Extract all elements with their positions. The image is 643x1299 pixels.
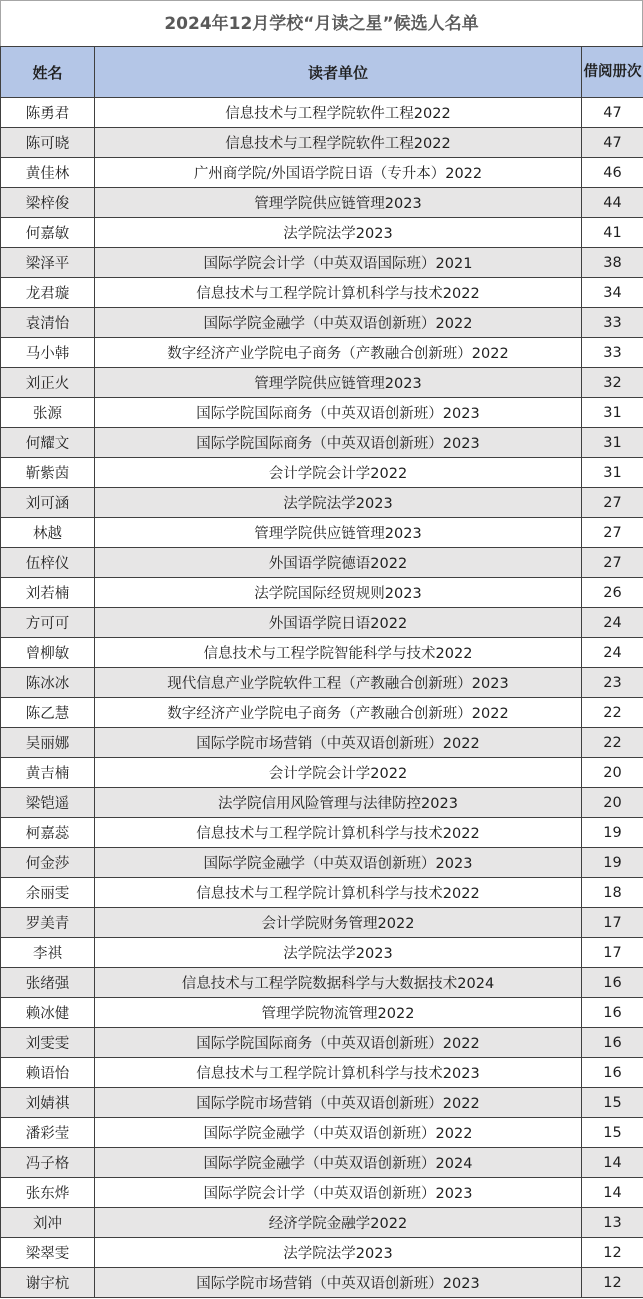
cell-unit: 法学院法学2023 bbox=[95, 218, 582, 248]
cell-name: 曾柳敏 bbox=[1, 638, 95, 668]
table-row bbox=[1, 728, 643, 758]
cell-unit: 国际学院国际商务（中英双语创新班）2023 bbox=[95, 398, 582, 428]
cell-count: 47 bbox=[582, 128, 643, 158]
cell-count: 20 bbox=[582, 758, 643, 788]
cell-count: 27 bbox=[582, 548, 643, 578]
cell-unit: 国际学院金融学（中英双语创新班）2024 bbox=[95, 1148, 582, 1178]
cell-count: 16 bbox=[582, 998, 643, 1028]
cell-unit: 国际学院金融学（中英双语创新班）2022 bbox=[95, 1118, 582, 1148]
cell-count: 27 bbox=[582, 518, 643, 548]
cell-name: 谢宇杭 bbox=[1, 1268, 95, 1298]
cell-name: 袁清怡 bbox=[1, 308, 95, 338]
cell-unit: 国际学院国际商务（中英双语创新班）2023 bbox=[95, 428, 582, 458]
cell-unit: 国际学院市场营销（中英双语创新班）2023 bbox=[95, 1268, 582, 1298]
cell-name: 刘雯雯 bbox=[1, 1028, 95, 1058]
table-row bbox=[1, 488, 643, 518]
cell-unit: 信息技术与工程学院数据科学与大数据技术2024 bbox=[95, 968, 582, 998]
cell-unit: 法学院法学2023 bbox=[95, 488, 582, 518]
cell-unit: 信息技术与工程学院软件工程2022 bbox=[95, 98, 582, 128]
cell-count: 14 bbox=[582, 1178, 643, 1208]
cell-count: 31 bbox=[582, 458, 643, 488]
cell-name: 黄佳林 bbox=[1, 158, 95, 188]
cell-unit: 管理学院供应链管理2023 bbox=[95, 368, 582, 398]
cell-unit: 经济学院金融学2022 bbox=[95, 1208, 582, 1238]
cell-name: 潘彩莹 bbox=[1, 1118, 95, 1148]
table-row bbox=[1, 1208, 643, 1238]
cell-unit: 现代信息产业学院软件工程（产教融合创新班）2023 bbox=[95, 668, 582, 698]
table-header-row bbox=[1, 47, 643, 98]
table-row bbox=[1, 1178, 643, 1208]
table-row bbox=[1, 968, 643, 998]
header-count: 借阅册次 bbox=[582, 47, 643, 98]
cell-name: 梁翠雯 bbox=[1, 1238, 95, 1268]
cell-unit: 管理学院供应链管理2023 bbox=[95, 188, 582, 218]
cell-unit: 广州商学院/外国语学院日语（专升本）2022 bbox=[95, 158, 582, 188]
cell-count: 22 bbox=[582, 698, 643, 728]
table-row bbox=[1, 998, 643, 1028]
cell-name: 梁梓俊 bbox=[1, 188, 95, 218]
table-row bbox=[1, 518, 643, 548]
table-row bbox=[1, 1088, 643, 1118]
cell-unit: 会计学院财务管理2022 bbox=[95, 908, 582, 938]
cell-name: 何耀文 bbox=[1, 428, 95, 458]
cell-unit: 国际学院金融学（中英双语创新班）2022 bbox=[95, 308, 582, 338]
table-row bbox=[1, 1028, 643, 1058]
table-row bbox=[1, 908, 643, 938]
cell-count: 12 bbox=[582, 1268, 643, 1298]
cell-unit: 信息技术与工程学院软件工程2022 bbox=[95, 128, 582, 158]
cell-name: 何嘉敏 bbox=[1, 218, 95, 248]
table-row bbox=[1, 938, 643, 968]
cell-name: 余丽雯 bbox=[1, 878, 95, 908]
cell-unit: 会计学院会计学2022 bbox=[95, 458, 582, 488]
cell-name: 马小韩 bbox=[1, 338, 95, 368]
table-body bbox=[1, 98, 643, 1298]
table-row bbox=[1, 848, 643, 878]
cell-count: 27 bbox=[582, 488, 643, 518]
table-row bbox=[1, 158, 643, 188]
cell-unit: 信息技术与工程学院计算机科学与技术2022 bbox=[95, 878, 582, 908]
cell-unit: 国际学院市场营销（中英双语创新班）2022 bbox=[95, 728, 582, 758]
cell-count: 13 bbox=[582, 1208, 643, 1238]
cell-name: 刘正火 bbox=[1, 368, 95, 398]
cell-count: 26 bbox=[582, 578, 643, 608]
cell-name: 冯子格 bbox=[1, 1148, 95, 1178]
cell-name: 吴丽娜 bbox=[1, 728, 95, 758]
table-row bbox=[1, 338, 643, 368]
cell-count: 17 bbox=[582, 908, 643, 938]
table-row bbox=[1, 608, 643, 638]
cell-name: 龙君璇 bbox=[1, 278, 95, 308]
table-row bbox=[1, 878, 643, 908]
cell-name: 何金莎 bbox=[1, 848, 95, 878]
table-row bbox=[1, 398, 643, 428]
cell-unit: 法学院国际经贸规则2023 bbox=[95, 578, 582, 608]
cell-unit: 国际学院会计学（中英双语创新班）2023 bbox=[95, 1178, 582, 1208]
cell-name: 黄吉楠 bbox=[1, 758, 95, 788]
cell-unit: 管理学院物流管理2022 bbox=[95, 998, 582, 1028]
cell-count: 47 bbox=[582, 98, 643, 128]
cell-count: 24 bbox=[582, 638, 643, 668]
cell-count: 32 bbox=[582, 368, 643, 398]
table-row bbox=[1, 188, 643, 218]
cell-count: 33 bbox=[582, 308, 643, 338]
cell-unit: 会计学院会计学2022 bbox=[95, 758, 582, 788]
table-row bbox=[1, 1238, 643, 1268]
cell-count: 12 bbox=[582, 1238, 643, 1268]
cell-count: 15 bbox=[582, 1118, 643, 1148]
table-row bbox=[1, 128, 643, 158]
table-row bbox=[1, 758, 643, 788]
header-unit: 读者单位 bbox=[95, 47, 582, 98]
cell-name: 陈勇君 bbox=[1, 98, 95, 128]
cell-unit: 信息技术与工程学院智能科学与技术2022 bbox=[95, 638, 582, 668]
cell-name: 梁泽平 bbox=[1, 248, 95, 278]
cell-count: 20 bbox=[582, 788, 643, 818]
cell-name: 刘婧祺 bbox=[1, 1088, 95, 1118]
cell-count: 16 bbox=[582, 1028, 643, 1058]
cell-count: 33 bbox=[582, 338, 643, 368]
cell-unit: 国际学院国际商务（中英双语创新班）2022 bbox=[95, 1028, 582, 1058]
cell-unit: 信息技术与工程学院计算机科学与技术2022 bbox=[95, 818, 582, 848]
cell-name: 靳紫茵 bbox=[1, 458, 95, 488]
cell-name: 罗美青 bbox=[1, 908, 95, 938]
cell-unit: 法学院法学2023 bbox=[95, 938, 582, 968]
cell-count: 31 bbox=[582, 428, 643, 458]
cell-unit: 国际学院会计学（中英双语国际班）2021 bbox=[95, 248, 582, 278]
table-row bbox=[1, 668, 643, 698]
cell-unit: 管理学院供应链管理2023 bbox=[95, 518, 582, 548]
table-row bbox=[1, 98, 643, 128]
cell-unit: 信息技术与工程学院计算机科学与技术2022 bbox=[95, 278, 582, 308]
cell-name: 赖冰健 bbox=[1, 998, 95, 1028]
table-row bbox=[1, 1148, 643, 1178]
cell-count: 16 bbox=[582, 1058, 643, 1088]
table-row bbox=[1, 428, 643, 458]
cell-count: 19 bbox=[582, 818, 643, 848]
cell-count: 44 bbox=[582, 188, 643, 218]
table-row bbox=[1, 458, 643, 488]
table-row bbox=[1, 368, 643, 398]
cell-count: 38 bbox=[582, 248, 643, 278]
cell-count: 34 bbox=[582, 278, 643, 308]
candidate-table bbox=[0, 46, 643, 1298]
cell-count: 22 bbox=[582, 728, 643, 758]
cell-name: 柯嘉蕊 bbox=[1, 818, 95, 848]
cell-unit: 数字经济产业学院电子商务（产教融合创新班）2022 bbox=[95, 338, 582, 368]
cell-unit: 外国语学院德语2022 bbox=[95, 548, 582, 578]
cell-name: 伍梓仪 bbox=[1, 548, 95, 578]
table-row bbox=[1, 818, 643, 848]
cell-name: 陈冰冰 bbox=[1, 668, 95, 698]
table-row bbox=[1, 548, 643, 578]
cell-count: 15 bbox=[582, 1088, 643, 1118]
cell-unit: 法学院法学2023 bbox=[95, 1238, 582, 1268]
table-row bbox=[1, 698, 643, 728]
cell-unit: 信息技术与工程学院计算机科学与技术2023 bbox=[95, 1058, 582, 1088]
cell-name: 陈乙慧 bbox=[1, 698, 95, 728]
table-row bbox=[1, 248, 643, 278]
header-name: 姓名 bbox=[1, 47, 95, 98]
cell-name: 张东烨 bbox=[1, 1178, 95, 1208]
cell-name: 刘可涵 bbox=[1, 488, 95, 518]
cell-name: 刘若楠 bbox=[1, 578, 95, 608]
cell-name: 梁铠遥 bbox=[1, 788, 95, 818]
cell-count: 18 bbox=[582, 878, 643, 908]
table-row bbox=[1, 1058, 643, 1088]
cell-name: 张源 bbox=[1, 398, 95, 428]
cell-unit: 国际学院市场营销（中英双语创新班）2022 bbox=[95, 1088, 582, 1118]
page-title: 2024年12月学校“月读之星”候选人名单 bbox=[0, 0, 643, 46]
cell-count: 24 bbox=[582, 608, 643, 638]
cell-count: 19 bbox=[582, 848, 643, 878]
table-row bbox=[1, 308, 643, 338]
table-row bbox=[1, 1118, 643, 1148]
cell-unit: 法学院信用风险管理与法律防控2023 bbox=[95, 788, 582, 818]
cell-name: 张绪强 bbox=[1, 968, 95, 998]
cell-name: 陈可晓 bbox=[1, 128, 95, 158]
cell-count: 31 bbox=[582, 398, 643, 428]
cell-count: 41 bbox=[582, 218, 643, 248]
cell-unit: 国际学院金融学（中英双语创新班）2023 bbox=[95, 848, 582, 878]
cell-name: 赖语怡 bbox=[1, 1058, 95, 1088]
table-row bbox=[1, 1268, 643, 1298]
table-row bbox=[1, 788, 643, 818]
cell-count: 46 bbox=[582, 158, 643, 188]
cell-count: 23 bbox=[582, 668, 643, 698]
cell-count: 14 bbox=[582, 1148, 643, 1178]
table-row bbox=[1, 578, 643, 608]
cell-unit: 数字经济产业学院电子商务（产教融合创新班）2022 bbox=[95, 698, 582, 728]
cell-count: 16 bbox=[582, 968, 643, 998]
cell-name: 李祺 bbox=[1, 938, 95, 968]
cell-name: 林越 bbox=[1, 518, 95, 548]
table-row bbox=[1, 638, 643, 668]
table-row bbox=[1, 278, 643, 308]
cell-unit: 外国语学院日语2022 bbox=[95, 608, 582, 638]
cell-count: 17 bbox=[582, 938, 643, 968]
table-row bbox=[1, 218, 643, 248]
cell-name: 方可可 bbox=[1, 608, 95, 638]
cell-name: 刘冲 bbox=[1, 1208, 95, 1238]
